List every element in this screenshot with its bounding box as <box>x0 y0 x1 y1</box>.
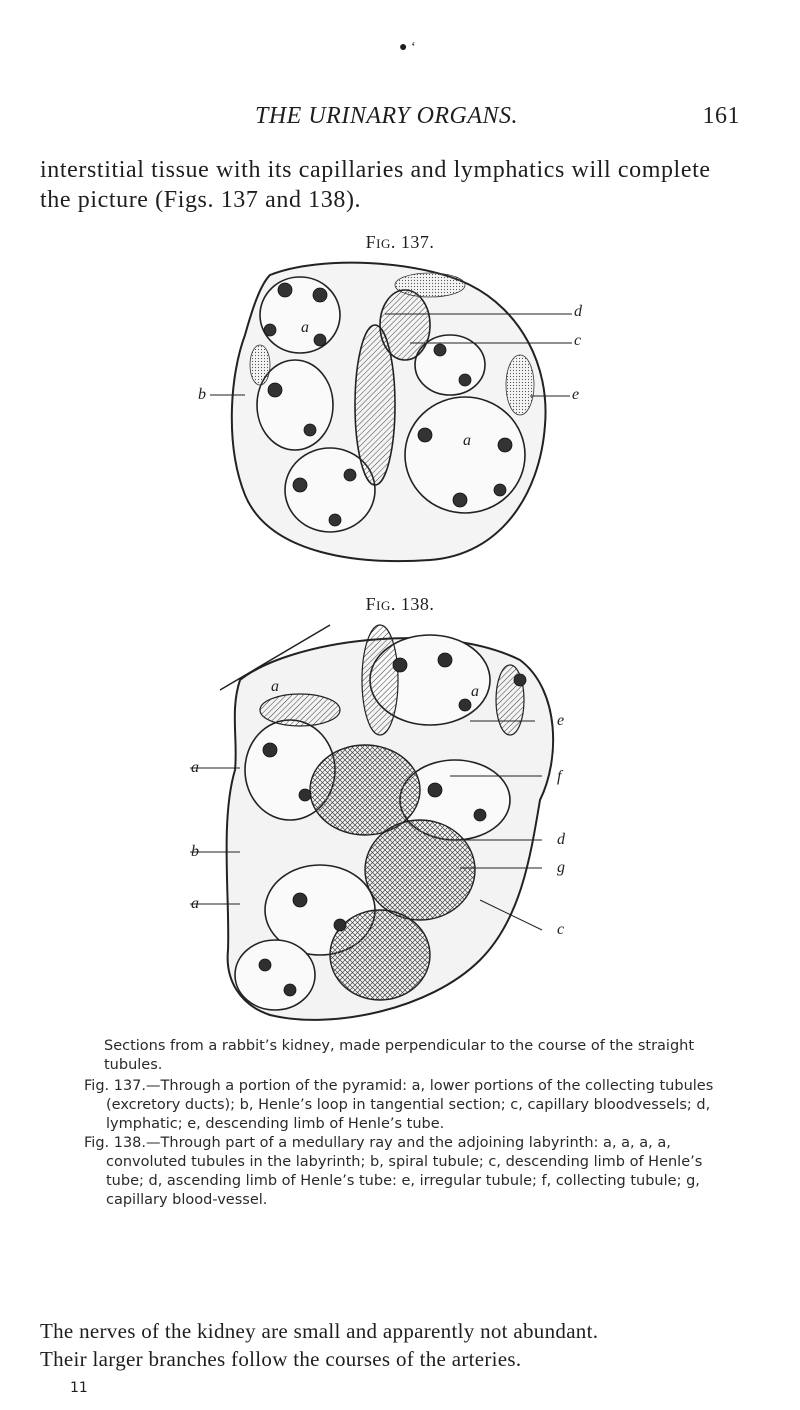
running-title: THE URINARY ORGANS. <box>255 103 519 129</box>
caption-fig-137: Fig. 137.—Through a portion of the pyramid: a, lower portions of the collecting tubules (excretory ducts); b, Henle’s loop in tangential section; c, capillary bloodvessels; d, lymphatic; e, descending limb of Henle’s tube. <box>84 1078 714 1132</box>
fig-138-label-a-left-2: a <box>191 895 199 912</box>
intro-line-2: the picture (Figs. 137 and 138). <box>40 187 362 213</box>
fig-137-label-d: d <box>574 303 582 320</box>
fig-138-label-a-left: a <box>191 759 199 776</box>
fig-138-label-c: c <box>557 921 565 938</box>
caption-lead: Sections from a rabbit’s kidney, made perpendicular to the course of the straight tubules. <box>104 1038 695 1073</box>
fig-138-label-a-top: a <box>271 678 279 695</box>
fig-137-label-c: c <box>574 332 582 349</box>
fig-138-label-f: f <box>557 768 562 785</box>
fig-138-label-e: e <box>557 712 565 729</box>
fig-138-label-a-mid: a <box>471 683 479 700</box>
fig-137-label-b: b <box>198 386 206 403</box>
page-number: 161 <box>702 103 740 129</box>
fig-138-title: Fig. 138. <box>365 594 435 614</box>
figure-caption <box>84 1037 734 1210</box>
signature-mark: 11 <box>70 1380 88 1396</box>
closing-line-2: Their larger branches follow the courses of the arteries. <box>40 1347 522 1371</box>
running-head <box>215 103 740 133</box>
printer-mark: ● ‘ <box>399 40 416 55</box>
fig-137-title: Fig. 137. <box>365 232 435 252</box>
intro-line-1: interstitial tissue with its capillaries and lymphatics will complete <box>40 157 711 183</box>
fig-137-label-e: e <box>572 386 580 403</box>
caption-fig-138: Fig. 138.—Through part of a medullary ray and the adjoining labyrinth: a, a, a, a, convoluted tubules in the labyrinth; b, spiral tubule; c, descending limb of Henle’s tube; d, ascending limb of Henle’s tube: e, irregular tubule; f, collecting tubule; g, capillary blood-vessel. <box>84 1135 703 1208</box>
fig-137-label-a-left: a <box>301 319 309 336</box>
fig-137-illustration <box>200 255 600 570</box>
fig-138-label-d: d <box>557 831 565 848</box>
fig-137-label-a-right: a <box>463 432 471 449</box>
fig-138-label-b-left: b <box>191 843 199 860</box>
fig-138-illustration <box>180 620 600 1030</box>
fig-138-label-g: g <box>557 859 565 876</box>
closing-line-1: The nerves of the kidney are small and apparently not abundant. <box>40 1319 599 1343</box>
